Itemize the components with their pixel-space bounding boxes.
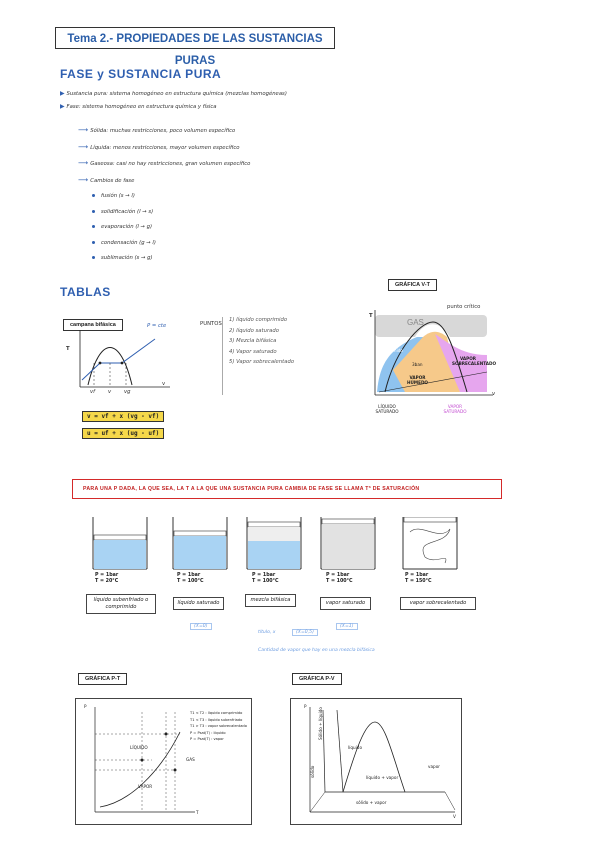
cylinder-2-conditions xyxy=(177,573,204,585)
campana-diagram xyxy=(60,325,180,400)
subitem: ⟶ Cambios de fase xyxy=(78,175,135,184)
state-box-1: líquido subenfriado o comprimido xyxy=(86,594,156,614)
titulo-definition: Cantidad de vapor que hay en una mezcla bifásica xyxy=(258,648,375,653)
bullet-item: ▶ Fase: sistema homogéneo en estructura química y física xyxy=(60,103,217,110)
cylinder-temperature: T = 150°C xyxy=(405,579,432,584)
state-box-2: líquido saturado xyxy=(173,597,224,610)
formula-u: u = uf + x (ug - uf) xyxy=(82,428,164,439)
subitem: ⟶ Líquida: menos restricciones, mayor volumen específico xyxy=(78,142,240,151)
puntos-label: PUNTOS xyxy=(200,321,222,327)
pt-gas-label: GAS xyxy=(186,757,195,762)
p-const-label: P = cte xyxy=(147,323,167,329)
subitem-list xyxy=(78,123,250,189)
page-title: Tema 2.- PROPIEDADES DE LAS SUSTANCIAS PURAS xyxy=(55,27,335,49)
saturation-note: PARA UNA P DADA, LA QUE SEA, LA T A LA QUE UNA SUSTANCIA PURA CAMBIA DE FASE SE LLAMA Tª DE SATURACIÓN xyxy=(72,479,502,499)
puntos-bracket xyxy=(222,317,223,395)
grafica-vt-diagram xyxy=(365,300,500,410)
cylinder-temperature: T = 100°C xyxy=(252,579,279,584)
pv-solido-liquido-label: Sólido + líquido xyxy=(318,707,323,740)
pt-axis-p: P xyxy=(84,704,87,709)
vt-axis-v: v xyxy=(492,391,496,397)
state-box-4: vapor saturado xyxy=(320,597,371,610)
phase-changes-list xyxy=(92,189,156,267)
axis-v-label: v xyxy=(162,381,166,387)
pt-axis-t: T xyxy=(196,810,199,815)
cylinder-5-conditions xyxy=(405,573,432,585)
pv-vapor-label: vapor xyxy=(428,764,440,769)
cylinder-4-conditions xyxy=(326,573,353,585)
titulo-note: título, x xyxy=(258,630,276,635)
grafica-pv-label: GRÁFICA P-V xyxy=(292,673,342,685)
grafica-vt-label: GRÁFICA V-T xyxy=(388,279,437,291)
subitem: ⟶ Sólida: muchas restricciones, poco volumen específico xyxy=(78,126,236,134)
pt-vapor-label: VAPOR xyxy=(138,784,153,789)
cylinder-pressure: P = 1bar xyxy=(252,573,276,578)
cylinder-1-conditions xyxy=(95,573,118,585)
phase-change-item: evaporación (l → g) xyxy=(92,220,156,236)
pv-axis-v: V xyxy=(453,814,456,819)
cylinder-pressure: P = 1bar xyxy=(405,573,429,578)
liquido-saturado-label: LÍQUIDO SATURADO xyxy=(375,404,399,414)
punto-item: 3) Mezcla bifásica xyxy=(229,338,277,344)
cylinder-temperature: T = 20°C xyxy=(95,579,119,584)
isobara-label: 3ban xyxy=(412,362,423,367)
pv-axis-p: P xyxy=(304,704,307,709)
tick-v: v xyxy=(108,389,112,395)
cylinder-pressure: P = 1bar xyxy=(326,573,350,578)
bullet-list xyxy=(60,90,287,110)
pt-liquido-label: LÍQUIDO xyxy=(130,745,148,750)
bullet-item: ▶ Sustancia pura: sistema homogéneo en estructura química (mezclas homogéneas) xyxy=(60,90,287,97)
vapor-sobrecalentado-label: VAPOR SOBRECALENTADO xyxy=(452,356,497,366)
state-box-5: vapor sobrecalentado xyxy=(400,597,476,610)
state-box-3: mezcla bifásica xyxy=(245,594,296,607)
pt-legend-item: P = Psat(T) : líquido xyxy=(190,730,226,735)
pt-legend xyxy=(190,710,247,743)
campana-label: campana bifásica xyxy=(63,319,123,331)
cylinder-3-conditions xyxy=(252,573,279,585)
tick-vg: vg xyxy=(124,389,131,395)
cylinder-pressure: P = 1bar xyxy=(177,573,201,578)
pt-legend-item: T1 < T3 : líquido subenfriado xyxy=(190,717,243,722)
pv-liquido-vapor-label: líquido + vapor xyxy=(366,775,399,780)
punto-item: 2) líquido saturado xyxy=(229,327,280,334)
vapor-humedo-label: VAPOR HÚMEDO xyxy=(407,375,428,385)
punto-item: 4) Vapor saturado xyxy=(229,348,277,355)
formula-v: v = vf + x (vg - vf) xyxy=(82,411,164,422)
cylinders-diagram xyxy=(85,517,485,577)
pv-liquido-label: líquido xyxy=(348,745,363,750)
pt-legend-item: T1 < T2 : líquido comprimido xyxy=(190,711,243,715)
x1-note: (X=1) xyxy=(336,623,358,630)
pt-legend-item: P = Psat(T) : vapor xyxy=(190,737,224,741)
phase-change-item: fusión (s → l) xyxy=(92,189,156,205)
section-heading-tablas: TABLAS xyxy=(60,285,111,299)
phase-change-item: solidificación (l → s) xyxy=(92,205,156,221)
cylinder-pressure: P = 1bar xyxy=(95,573,119,578)
cylinder-temperature: T = 100°C xyxy=(177,579,204,584)
pt-legend-item: T1 > T3 : vapor sobrecalentado xyxy=(190,724,247,728)
pv-solido-label: sólido xyxy=(310,765,315,778)
punto-critico-label: punto crítico xyxy=(447,304,481,310)
subitem: ⟶ Gaseosa: casi no hay restricciones, gran volumen específico xyxy=(78,159,251,167)
vt-axis-t: T xyxy=(369,313,373,319)
punto-item: 1) líquido comprimido xyxy=(229,317,288,323)
liquido-comprimido-label: líquido comprimido xyxy=(378,343,403,353)
section-heading-fase: FASE y SUSTANCIA PURA xyxy=(60,67,222,81)
phase-change-item: condensación (g → l) xyxy=(92,236,156,252)
puntos-list xyxy=(229,315,294,368)
phase-change-item: sublimación (s → g) xyxy=(92,251,156,267)
gas-region-label: GAS xyxy=(407,318,424,327)
tick-vf: vf xyxy=(90,389,95,395)
x05-note: (X=0,5) xyxy=(292,629,318,636)
pv-solido-vapor-label: sólido + vapor xyxy=(356,800,387,805)
vapor-saturado-label: VAPOR SATURADO xyxy=(443,404,467,414)
x0-note: (X=0) xyxy=(190,623,212,630)
cylinder-temperature: T = 100°C xyxy=(326,579,353,584)
punto-item: 5) Vapor sobrecalentado xyxy=(229,359,295,365)
grafica-pt-label: GRÁFICA P-T xyxy=(78,673,127,685)
axis-t-label: T xyxy=(66,346,70,352)
